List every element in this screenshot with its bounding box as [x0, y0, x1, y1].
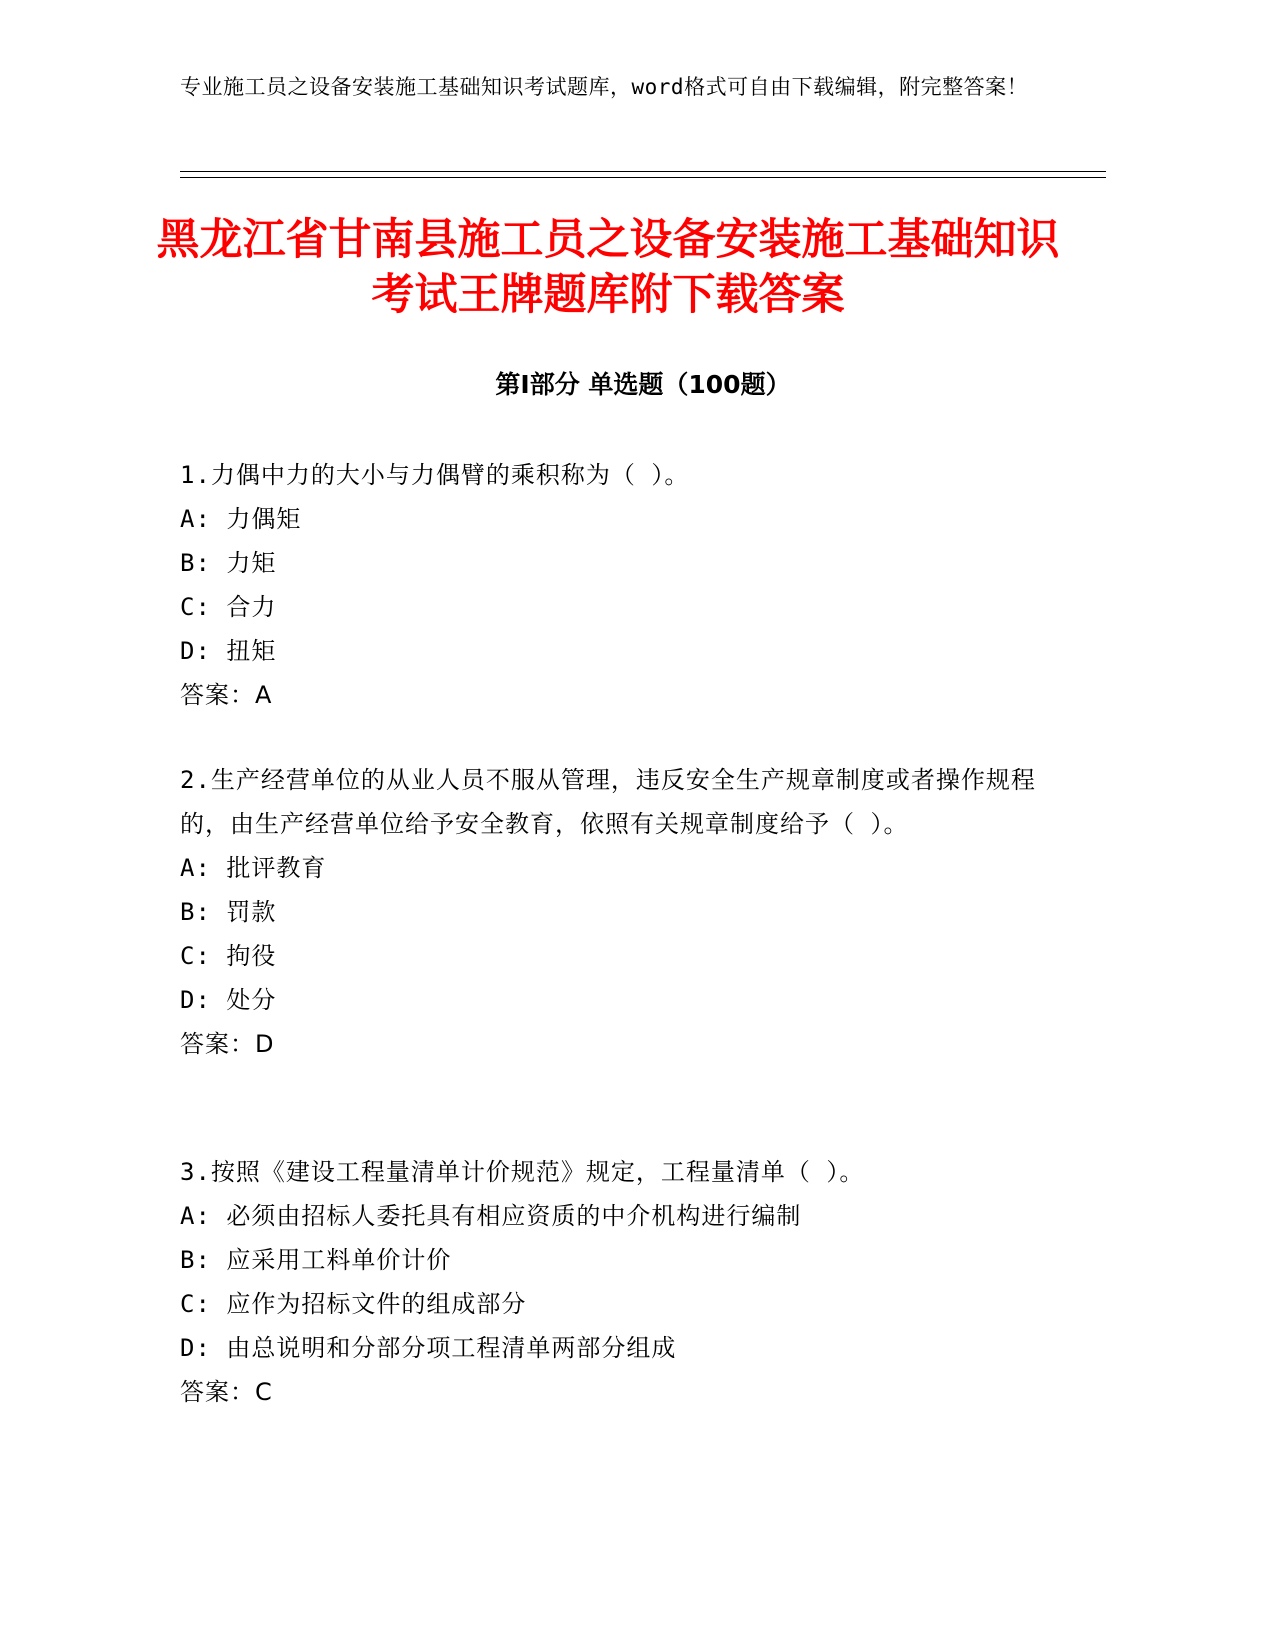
question-stem: 3.按照《建设工程量清单计价规范》规定，工程量清单（ ）。: [180, 1158, 865, 1186]
option-b: B: 应采用工料单价计价: [180, 1246, 452, 1274]
section-heading: 第Ⅰ部分 单选题（100题）: [495, 370, 791, 399]
option-d: D: 由总说明和分部分项工程清单两部分组成: [180, 1334, 677, 1362]
option-c: C: 应作为招标文件的组成部分: [180, 1290, 527, 1318]
option-a: A: 批评教育: [180, 854, 327, 882]
option-c: C: 拘役: [180, 942, 277, 970]
option-c: C: 合力: [180, 593, 277, 621]
option-a: A: 必须由招标人委托具有相应资质的中介机构进行编制: [180, 1202, 802, 1230]
header-note: 专业施工员之设备安装施工基础知识考试题库，word格式可自由下载编辑，附完整答案！: [180, 75, 1029, 99]
question-stem: 1.力偶中力的大小与力偶臂的乘积称为（ ）。: [180, 461, 690, 489]
header-divider-bottom: [180, 177, 1106, 178]
answer: 答案：D: [180, 1030, 275, 1058]
option-b: B: 罚款: [180, 898, 277, 926]
answer: 答案：C: [180, 1378, 273, 1406]
header-divider-top: [180, 171, 1106, 172]
question-3: [180, 1150, 1040, 1414]
answer: 答案：A: [180, 681, 273, 709]
question-1: [180, 453, 1040, 717]
option-d: D: 处分: [180, 986, 277, 1014]
question-2: [180, 758, 1040, 1066]
option-a: A: 力偶矩: [180, 505, 302, 533]
question-stem: 2.生产经营单位的从业人员不服从管理，违反安全生产规章制度或者操作规程的，由生产经营单位给予安全教育，依照有关规章制度给予（ ）。: [180, 766, 1036, 838]
option-d: D: 扭矩: [180, 637, 277, 665]
document-title: 黑龙江省甘南县施工员之设备安装施工基础知识考试王牌题库附下载答案: [156, 215, 1060, 320]
option-b: B: 力矩: [180, 549, 277, 577]
